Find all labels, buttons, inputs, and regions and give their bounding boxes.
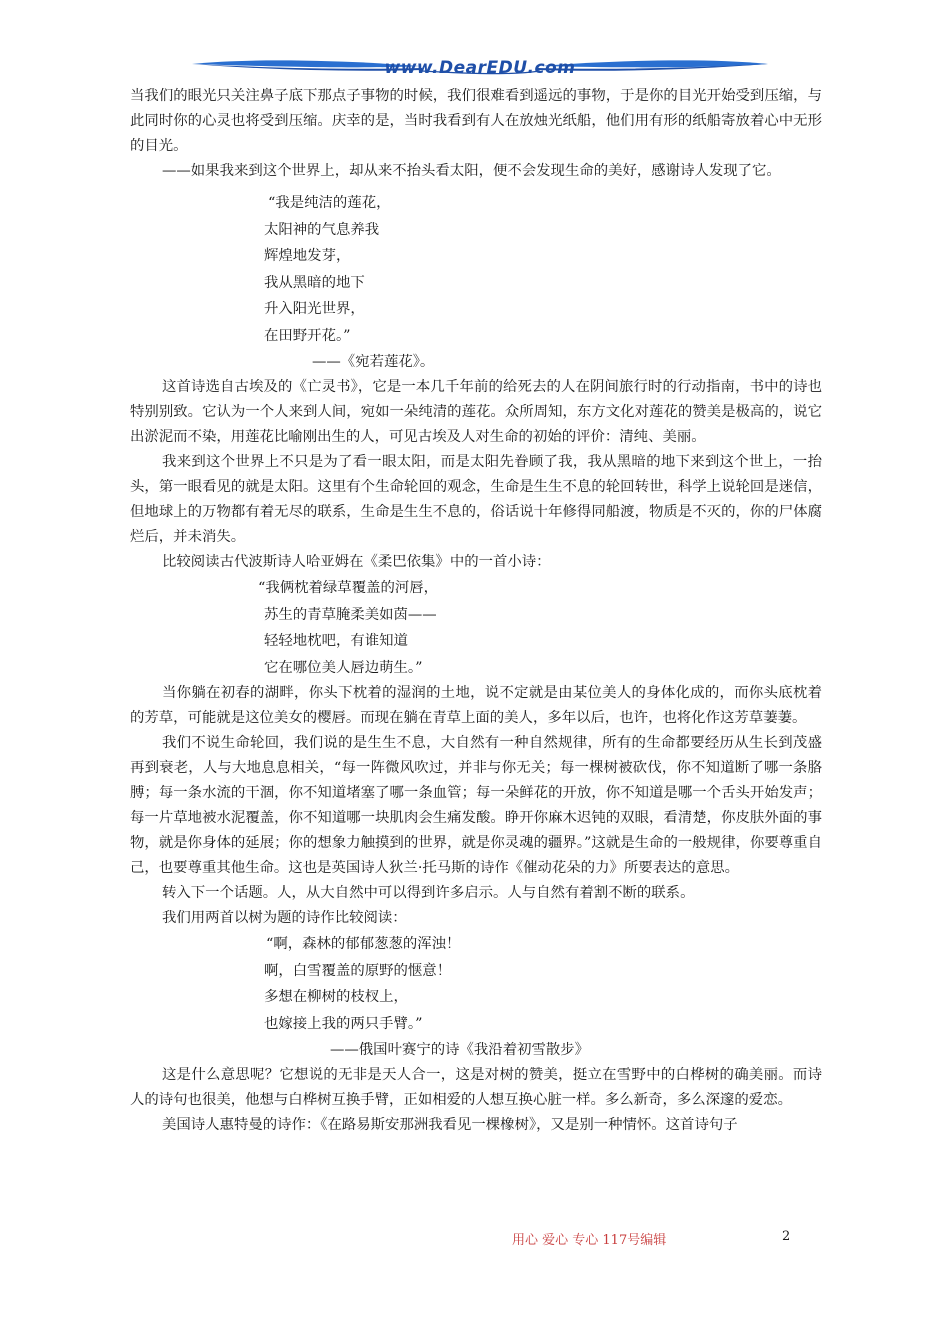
poem-lotus [130,190,822,375]
paragraph-5: 比较阅读古代波斯诗人哈亚姆在《柔巴依集》中的一首小诗： [162,554,551,570]
poem-line: “啊，森林的郁郁葱葱的浑浊！ [266,936,461,952]
poem-line: 我从黑暗的地下 [264,274,365,291]
paragraph-11: 美国诗人惠特曼的诗作：《在路易斯安那洲我看见一棵橡树》，又是别一种情怀。这首诗句子 [162,1117,738,1133]
poem-line: 在田野开花。” [264,327,351,344]
article-body [130,84,822,1138]
poem-attribution: ——俄国叶赛宁的诗《我沿着初雪散步》 [330,1042,590,1058]
site-header-banner [190,54,770,88]
paragraph-8: 转入下一个话题。人，从大自然中可以得到许多启示。人与自然有着割不断的联系。 [162,885,695,901]
poem-line: 啊，白雪覆盖的原野的惬意！ [264,962,452,979]
poem-line: 升入阳光世界， [264,301,365,317]
footer-editor-note: 用心 爱心 专心 117号编辑 [512,1233,667,1248]
page-number: 2 [782,1229,791,1244]
paragraph-4: 我来到这个世界上不只是为了看一眼太阳，而是太阳先眷顾了我，我从黑暗的地下来到这个世上，一抬头，第一眼看见的就是太阳。这里有个生命轮回的观念，生命是生生不息的轮回转世，科学上说轮回是迷信，但地球上的万物都有着无尽的联系，生命是生生不息的，俗话说十年修得同船渡，物质是不灭的，你的尸体腐烂后，并未消失。 [130,454,822,545]
poem-line: 太阳神的气息养我 [264,221,380,238]
poem-line: 苏生的青草腌柔美如茵—— [264,606,437,623]
poem-line: “我是纯洁的莲花， [268,195,391,211]
poem-rubaiyat [130,575,822,681]
poem-line: 辉煌地发芽， [264,248,351,264]
paragraph-6: 当你躺在初春的湖畔，你头下枕着的湿润的土地，说不定就是由某位美人的身体化成的，而你头底枕着的芳草，可能就是这位美女的樱唇。而现在躺在青草上面的美人，多年以后，也许，也将化作这芳草萋萋。 [130,685,822,726]
poem-attribution: ——《宛若莲花》。 [312,354,435,370]
paragraph-1: 当我们的眼光只关注鼻子底下那点子事物的时候，我们很难看到遥远的事物，于是你的目光开始受到压缩，与此同时你的心灵也将受到压缩。庆幸的是，当时我看到有人在放烛光纸船，他们用有形的纸船寄放着心中无形的目光。 [130,88,822,154]
poem-line: 轻轻地枕吧，有谁知道 [264,633,408,649]
poem-line: 也嫁接上我的两只手臂。” [264,1015,423,1032]
site-url: www.DearEDU.com [384,58,576,78]
poem-line: “我俩枕着绿草覆盖的河唇， [258,580,439,596]
paragraph-10: 这是什么意思呢？它想说的无非是天人合一，这是对树的赞美，挺立在雪野中的白桦树的确美丽。而诗人的诗句也很美，他想与白桦树互换手臂，正如相爱的人想互换心脏一样。多么新奇，多么深邃的爱恋。 [130,1067,822,1108]
paragraph-2: ——如果我来到这个世界上，却从来不抬头看太阳，便不会发现生命的美好，感谢诗人发现了它。 [162,163,781,179]
paragraph-3: 这首诗选自古埃及的《亡灵书》，它是一本几千年前的给死去的人在阴间旅行时的行动指南，书中的诗也特别别致。它认为一个人来到人间，宛如一朵纯清的莲花。众所周知，东方文化对莲花的赞美是极高的，说它出淤泥而不染，用莲花比喻刚出生的人，可见古埃及人对生命的初始的评价：清纯、美丽。 [130,379,822,445]
poem-line: 多想在柳树的枝杈上， [264,989,408,1005]
poem-line: 它在哪位美人唇边萌生。” [264,659,423,676]
paragraph-7: 我们不说生命轮回，我们说的是生生不息，大自然有一种自然规律，所有的生命都要经历从生长到茂盛再到衰老，人与大地息息相关，“每一阵微风吹过，并非与你无关；每一棵树被砍伐，你不知道断了哪一条胳膊；每一条水流的干涸，你不知道堵塞了哪一条血管；每一朵鲜花的开放，你不知道是哪一个舌头开始发声；每一片草地被水泥覆盖，你不知道哪一块肌肉会生痛发酸。睁开你麻木迟钝的双眼，看清楚，你皮肤外面的事物，就是你身体的延展；你的想象力触摸到的世界，就是你灵魂的疆界。”这就是生命的一般规律，你要尊重自己，也要尊重其他生命。这也是英国诗人狄兰·托马斯的诗作《催动花朵的力》所要表达的意思。 [130,735,822,876]
paragraph-9: 我们用两首以树为题的诗作比较阅读： [162,910,407,926]
poem-yesenin [130,931,822,1063]
